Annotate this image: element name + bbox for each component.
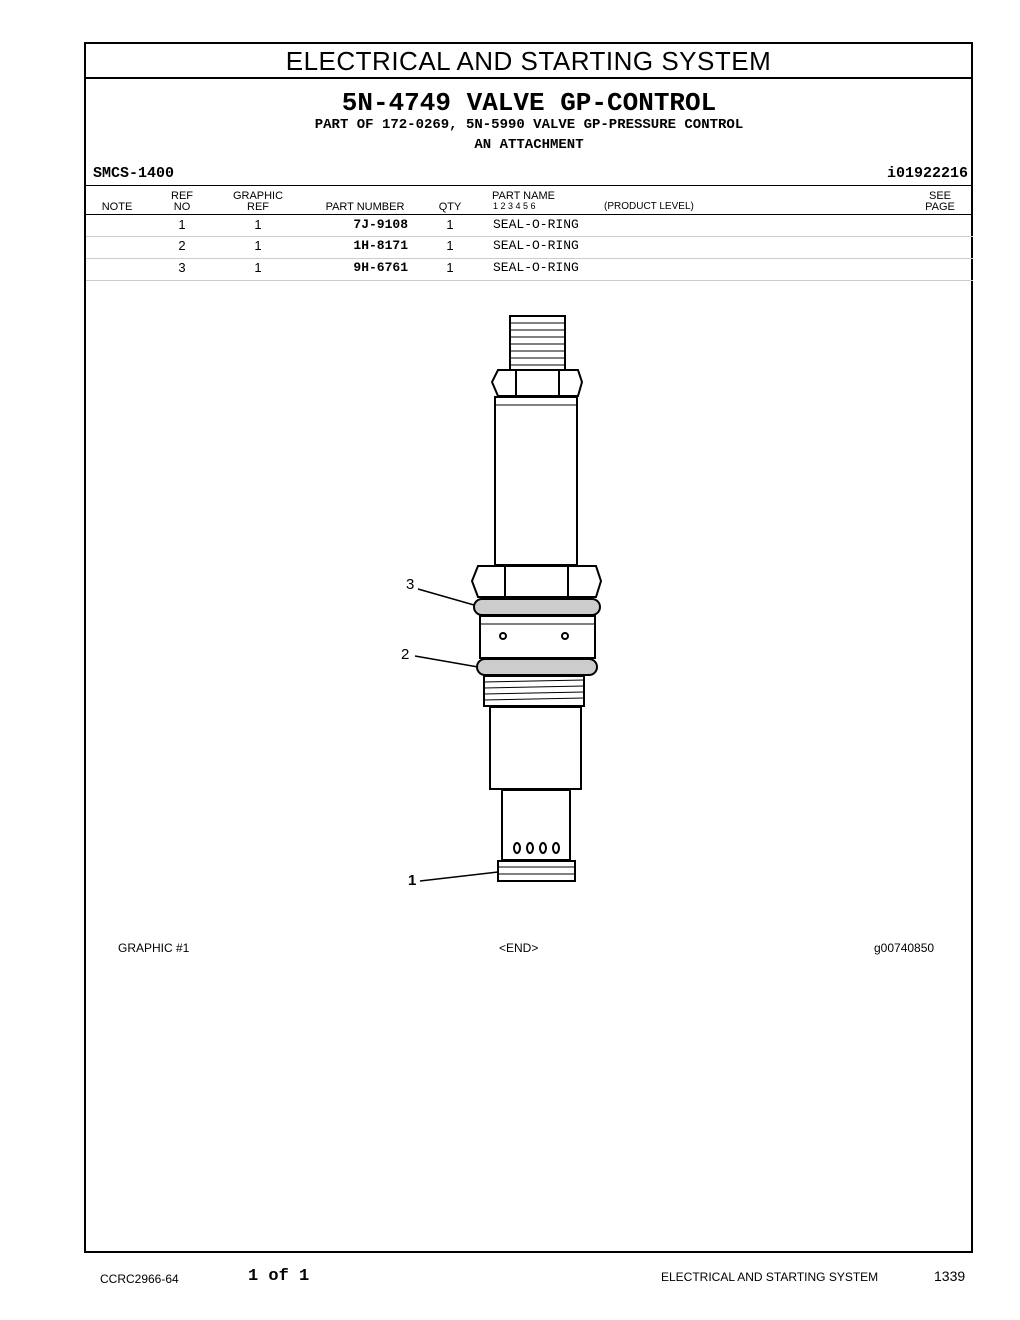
o-ring-3 (474, 599, 600, 615)
leader-3 (418, 589, 474, 605)
attachment-line: AN ATTACHMENT (474, 137, 584, 153)
header-part-number: PART NUMBER (325, 201, 405, 213)
row-ref-no: 1 (178, 217, 186, 232)
callout-3: 3 (406, 576, 415, 593)
lower-body (490, 707, 581, 789)
upper-hex-nut (492, 370, 582, 396)
footer-doc-code: CCRC2966-64 (100, 1272, 179, 1286)
header-ref-no-top: REF (171, 190, 193, 202)
document-id: i01922216 (886, 165, 968, 182)
header-levels: 1 2 3 4 5 6 (493, 201, 536, 211)
o-ring-1 (498, 861, 575, 881)
row-part-number: 1H-8171 (353, 238, 408, 253)
part-of-line: PART OF 172-0269, 5N-5990 VALVE GP-PRESSURE CONTROL (314, 117, 744, 133)
header-graphic-ref-bottom: REF (247, 201, 269, 213)
header-graphic-ref-top: GRAPHIC (232, 190, 284, 202)
graphic-caption: GRAPHIC #1 (118, 941, 190, 955)
header-part-name: PART NAME (492, 190, 555, 202)
row-part-name: SEAL-O-RING (493, 260, 579, 275)
header-note: NOTE (101, 201, 133, 213)
o-ring-2 (477, 659, 597, 675)
footer-page-number: 1339 (934, 1268, 966, 1284)
section-title: ELECTRICAL AND STARTING SYSTEM (86, 44, 971, 79)
header-product-level: (PRODUCT LEVEL) (604, 201, 694, 212)
port-section (480, 616, 595, 658)
row-part-number: 9H-6761 (353, 260, 408, 275)
footer-page-of: 1 of 1 (248, 1267, 310, 1286)
graphic-id: g00740850 (874, 941, 935, 955)
row-graphic-ref: 1 (254, 238, 262, 253)
row-ref-no: 3 (178, 260, 186, 275)
callout-1: 1 (408, 872, 417, 889)
row-qty: 1 (446, 217, 454, 232)
row-ref-no: 2 (178, 238, 186, 253)
row-part-name: SEAL-O-RING (493, 238, 579, 253)
row-graphic-ref: 1 (254, 260, 262, 275)
header-see-page-top: SEE (928, 190, 951, 202)
callout-2: 2 (401, 646, 410, 663)
footer-section: ELECTRICAL AND STARTING SYSTEM (661, 1270, 879, 1284)
lower-hex-nut (472, 566, 601, 597)
leader-2 (415, 656, 478, 667)
row-qty: 1 (446, 260, 454, 275)
group-title: 5N-4749 VALVE GP-CONTROL (341, 88, 717, 118)
upper-body (495, 397, 577, 565)
row-part-number: 7J-9108 (353, 217, 408, 232)
header-qty: QTY (438, 201, 462, 213)
end-marker: <END> (499, 941, 539, 955)
row-part-name: SEAL-O-RING (493, 217, 579, 232)
row-qty: 1 (446, 238, 454, 253)
header-see-page-bottom: PAGE (925, 201, 955, 213)
leader-1 (420, 872, 498, 881)
threaded-tip (510, 316, 565, 370)
header-ref-no-bottom: NO (173, 201, 191, 213)
smcs-code: SMCS-1400 (93, 165, 175, 182)
row-graphic-ref: 1 (254, 217, 262, 232)
